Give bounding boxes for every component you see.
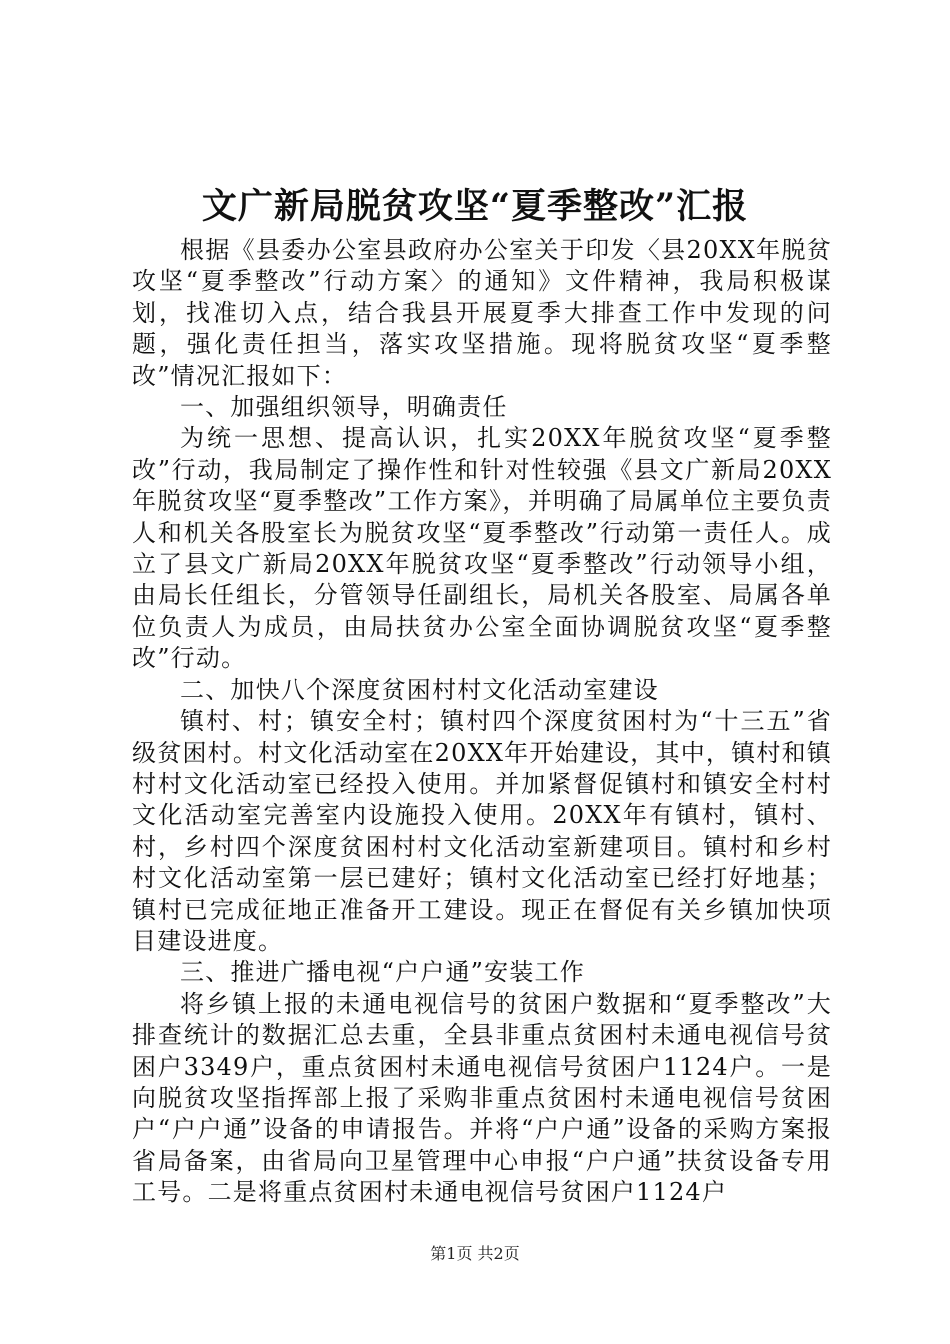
- section-paragraph-3: 将乡镇上报的未通电视信号的贫困户数据和“夏季整改”大排查统计的数据汇总去重，全县非重点贫困村未通电视信号贫困户3349户，重点贫困村未通电视信号贫困户1124户。一是向脱贫攻坚指挥部上报了采购非重点贫困村未通电视信号贫困户“户户通”设备的申请报告。并将“户户通”设备的采购方案报省局备案，由省局向卫星管理中心申报“户户通”扶贫设备专用工号。二是将重点贫困村未通电视信号贫困户1124户: [132, 989, 832, 1207]
- section-heading-3: 三、推进广播电视“户户通”安装工作: [180, 958, 585, 987]
- section-paragraph-1: 为统一思想、提高认识，扎实20XX年脱贫攻坚“夏季整改”行动，我局制定了操作性和针对性较强《县文广新局20XX年脱贫攻坚“夏季整改”工作方案》，并明确了局属单位主要负责人和机关各股室长为脱贫攻坚“夏季整改”行动第一责任人。成立了县文广新局20XX年脱贫攻坚“夏季整改”行动领导小组，由局长任组长，分管领导任副组长，局机关各股室、局属各单位负责人为成员，由局扶贫办公室全面协调脱贫攻坚“夏季整改”行动。: [132, 424, 832, 673]
- page-number-footer: 第1页 共2页: [430, 1244, 520, 1263]
- document-body: [132, 235, 832, 1209]
- section-heading-1: 一、加强组织领导，明确责任: [180, 393, 508, 422]
- section-paragraph-2: 镇村、村；镇安全村；镇村四个深度贫困村为“十三五”省级贫困村。村文化活动室在20XX年开始建设，其中，镇村和镇村村文化活动室已经投入使用。并加紧督促镇村和镇安全村村文化活动室完善室内设施投入使用。20XX年有镇村，镇村、村，乡村四个深度贫困村村文化活动室新建项目。镇村和乡村村文化活动室第一层已建好；镇村文化活动室已经打好地基；镇村已完成征地正准备开工建设。现正在督促有关乡镇加快项目建设进度。: [132, 707, 832, 955]
- document-title: 文广新局脱贫攻坚“夏季整改”汇报: [201, 186, 749, 227]
- section-heading-2: 二、加快八个深度贫困村村文化活动室建设: [180, 675, 659, 704]
- intro-paragraph: 根据《县委办公室县政府办公室关于印发〈县20XX年脱贫攻坚“夏季整改”行动方案〉的通知》文件精神，我局积极谋划，找准切入点，结合我县开展夏季大排查工作中发现的问题，强化责任担当，落实攻坚措施。现将脱贫攻坚“夏季整改”情况汇报如下：: [132, 236, 832, 390]
